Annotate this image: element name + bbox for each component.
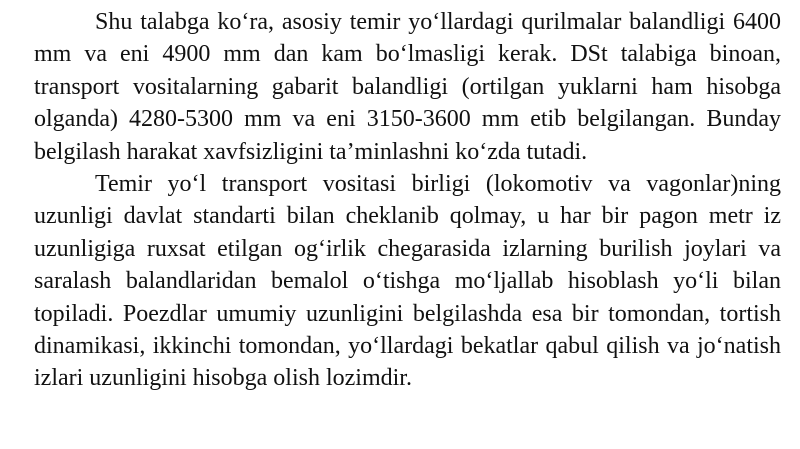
paragraph-clearance-dimensions: Shu talabga ko‘ra, asosiy temir yo‘llardagi qurilmalar balandligi 6400 mm va eni 4900 mm dan kam bo‘lmasligi kerak. DSt talabiga binoan, transport vositalarning gabarit balandligi (ortilgan yuklarni ham hisobga olganda) 4280-5300 mm va eni 3150-3600 mm etib belgilangan. Bunday belgilash harakat xavfsizligini ta’minlashni ko‘zda tutadi. <box>34 9 781 165</box>
paragraph-train-length: Temir yo‘l transport vositasi birligi (lokomotiv va vagonlar)ning uzunligi davlat standarti bilan cheklanib qolmay, u har bir pagon metr iz uzunligiga ruxsat etilgan og‘irlik chegarasida izlarning burilish joylari va saralash balandlaridan bemalol o‘tishga mo‘ljallab hisoblash yo‘li bilan topiladi. Poezdlar umumiy uzunligini belgilashda esa bir tomondan, tortish dinamikasi, ikkinchi tomondan, yo‘llardagi bekatlar qabul qilish va jo‘natish izlari uzunligini hisobga olish lozimdir. <box>34 171 781 392</box>
document-page <box>34 6 781 395</box>
